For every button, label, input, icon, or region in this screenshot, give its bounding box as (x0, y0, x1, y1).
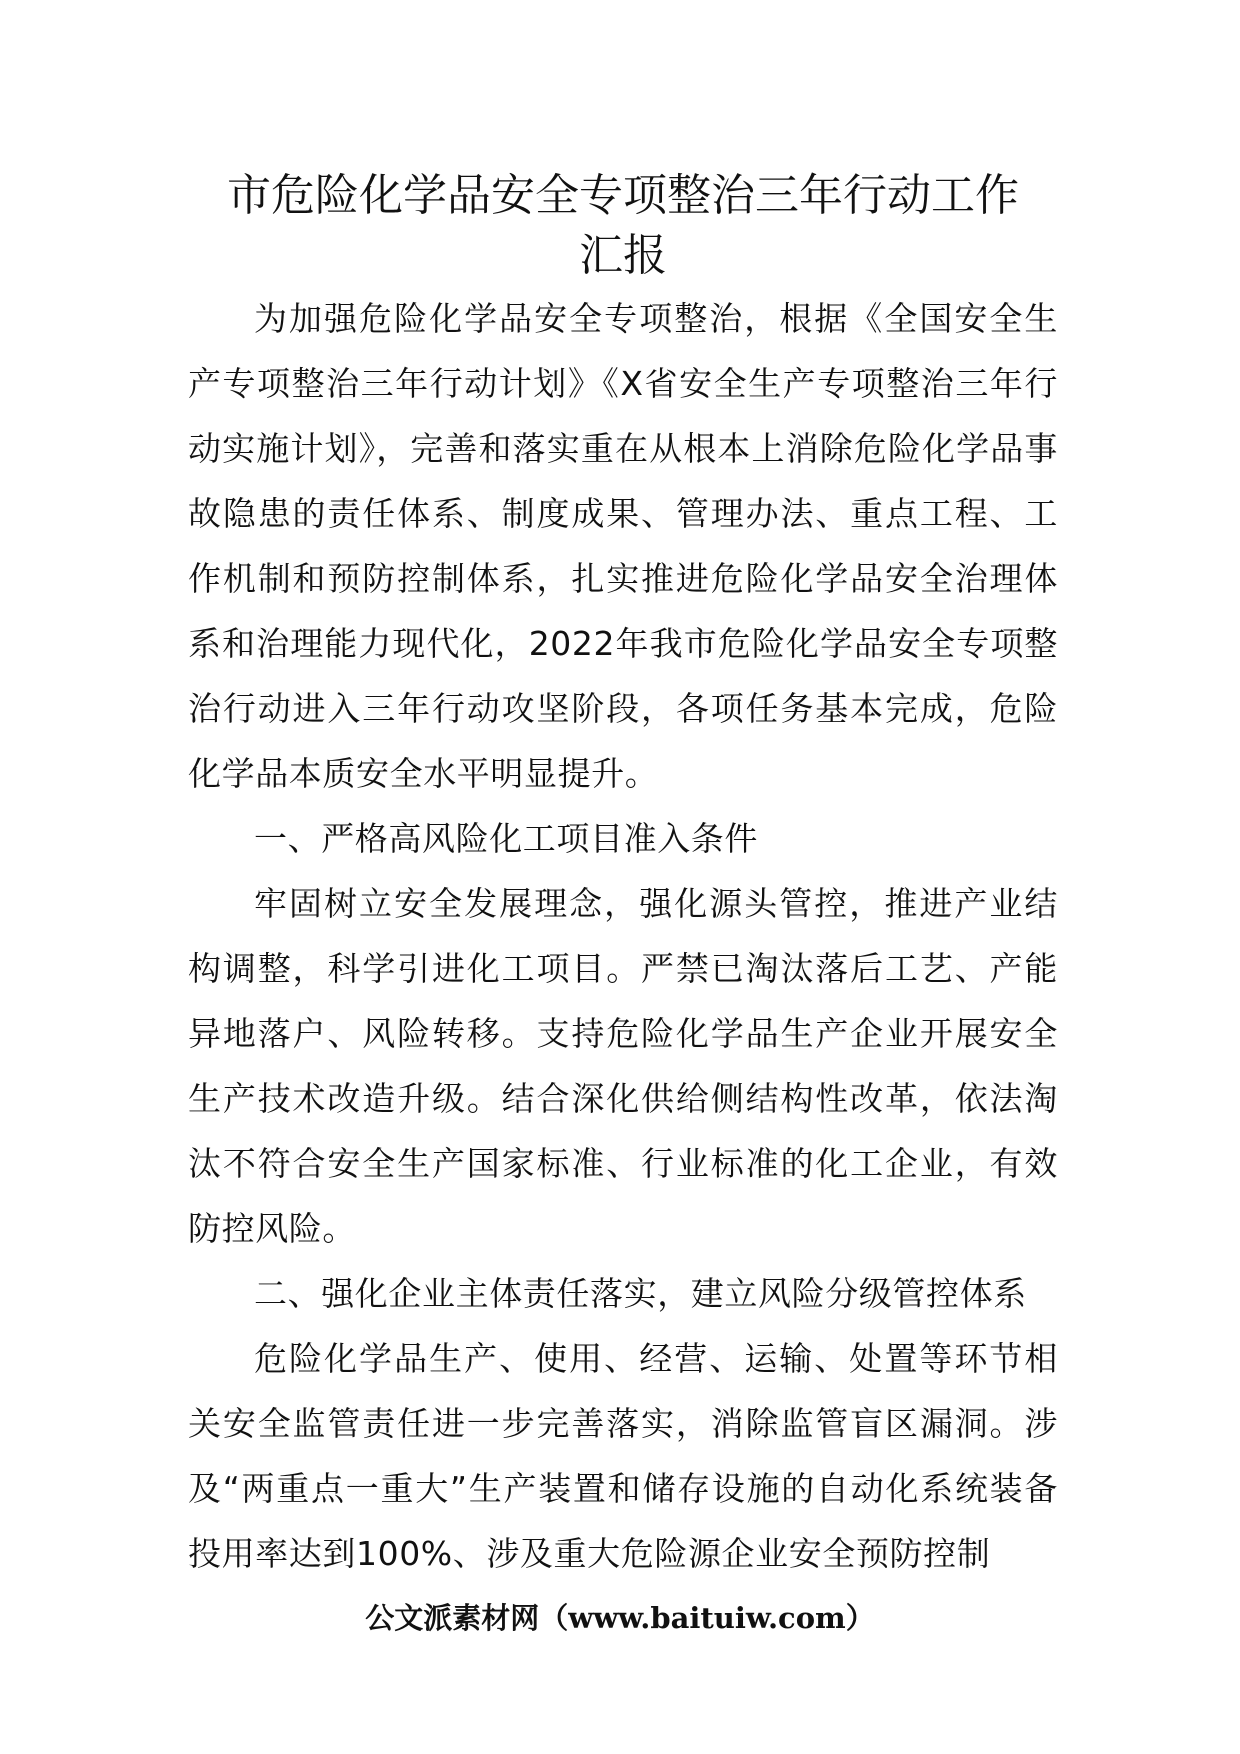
section-2-heading: 二、强化企业主体责任落实，建立风险分级管控体系 (254, 1274, 1027, 1313)
title-line-2: 汇报 (579, 230, 667, 281)
section-2-body: 危险化学品生产、使用、经营、运输、处置等环节相关安全监管责任进一步完善落实，消除监管盲区漏洞。涉及“两重点一重大”生产装置和储存设施的自动化系统装备投用率达到100%、涉及重大危险源企业安全预防控制 (188, 1339, 1058, 1573)
title-line-1: 市危险化学品安全专项整治三年行动工作 (227, 170, 1019, 221)
footer-watermark: 公文派素材网（www.baituiw.com） (365, 1601, 875, 1635)
section-1-body: 牢固树立安全发展理念，强化源头管控，推进产业结构调整，科学引进化工项目。严禁已淘汰落后工艺、产能异地落户、风险转移。支持危险化学品生产企业开展安全生产技术改造升级。结合深化供给侧结构性改革，依法淘汰不符合安全生产国家标准、行业标准的化工企业，有效防控风险。 (188, 884, 1058, 1248)
document-page (188, 166, 1058, 1586)
section-1-heading: 一、严格高风险化工项目准入条件 (254, 819, 758, 858)
document-title (188, 166, 1058, 286)
intro-paragraph: 为加强危险化学品安全专项整治，根据《全国安全生产专项整治三年行动计划》《X省安全生产专项整治三年行动实施计划》，完善和落实重在从根本上消除危险化学品事故隐患的责任体系、制度成果、管理办法、重点工程、工作机制和预防控制体系，扎实推进危险化学品安全治理体系和治理能力现代化，2022年我市危险化学品安全专项整治行动进入三年行动攻坚阶段，各项任务基本完成，危险化学品本质安全水平明显提升。 (188, 299, 1058, 793)
